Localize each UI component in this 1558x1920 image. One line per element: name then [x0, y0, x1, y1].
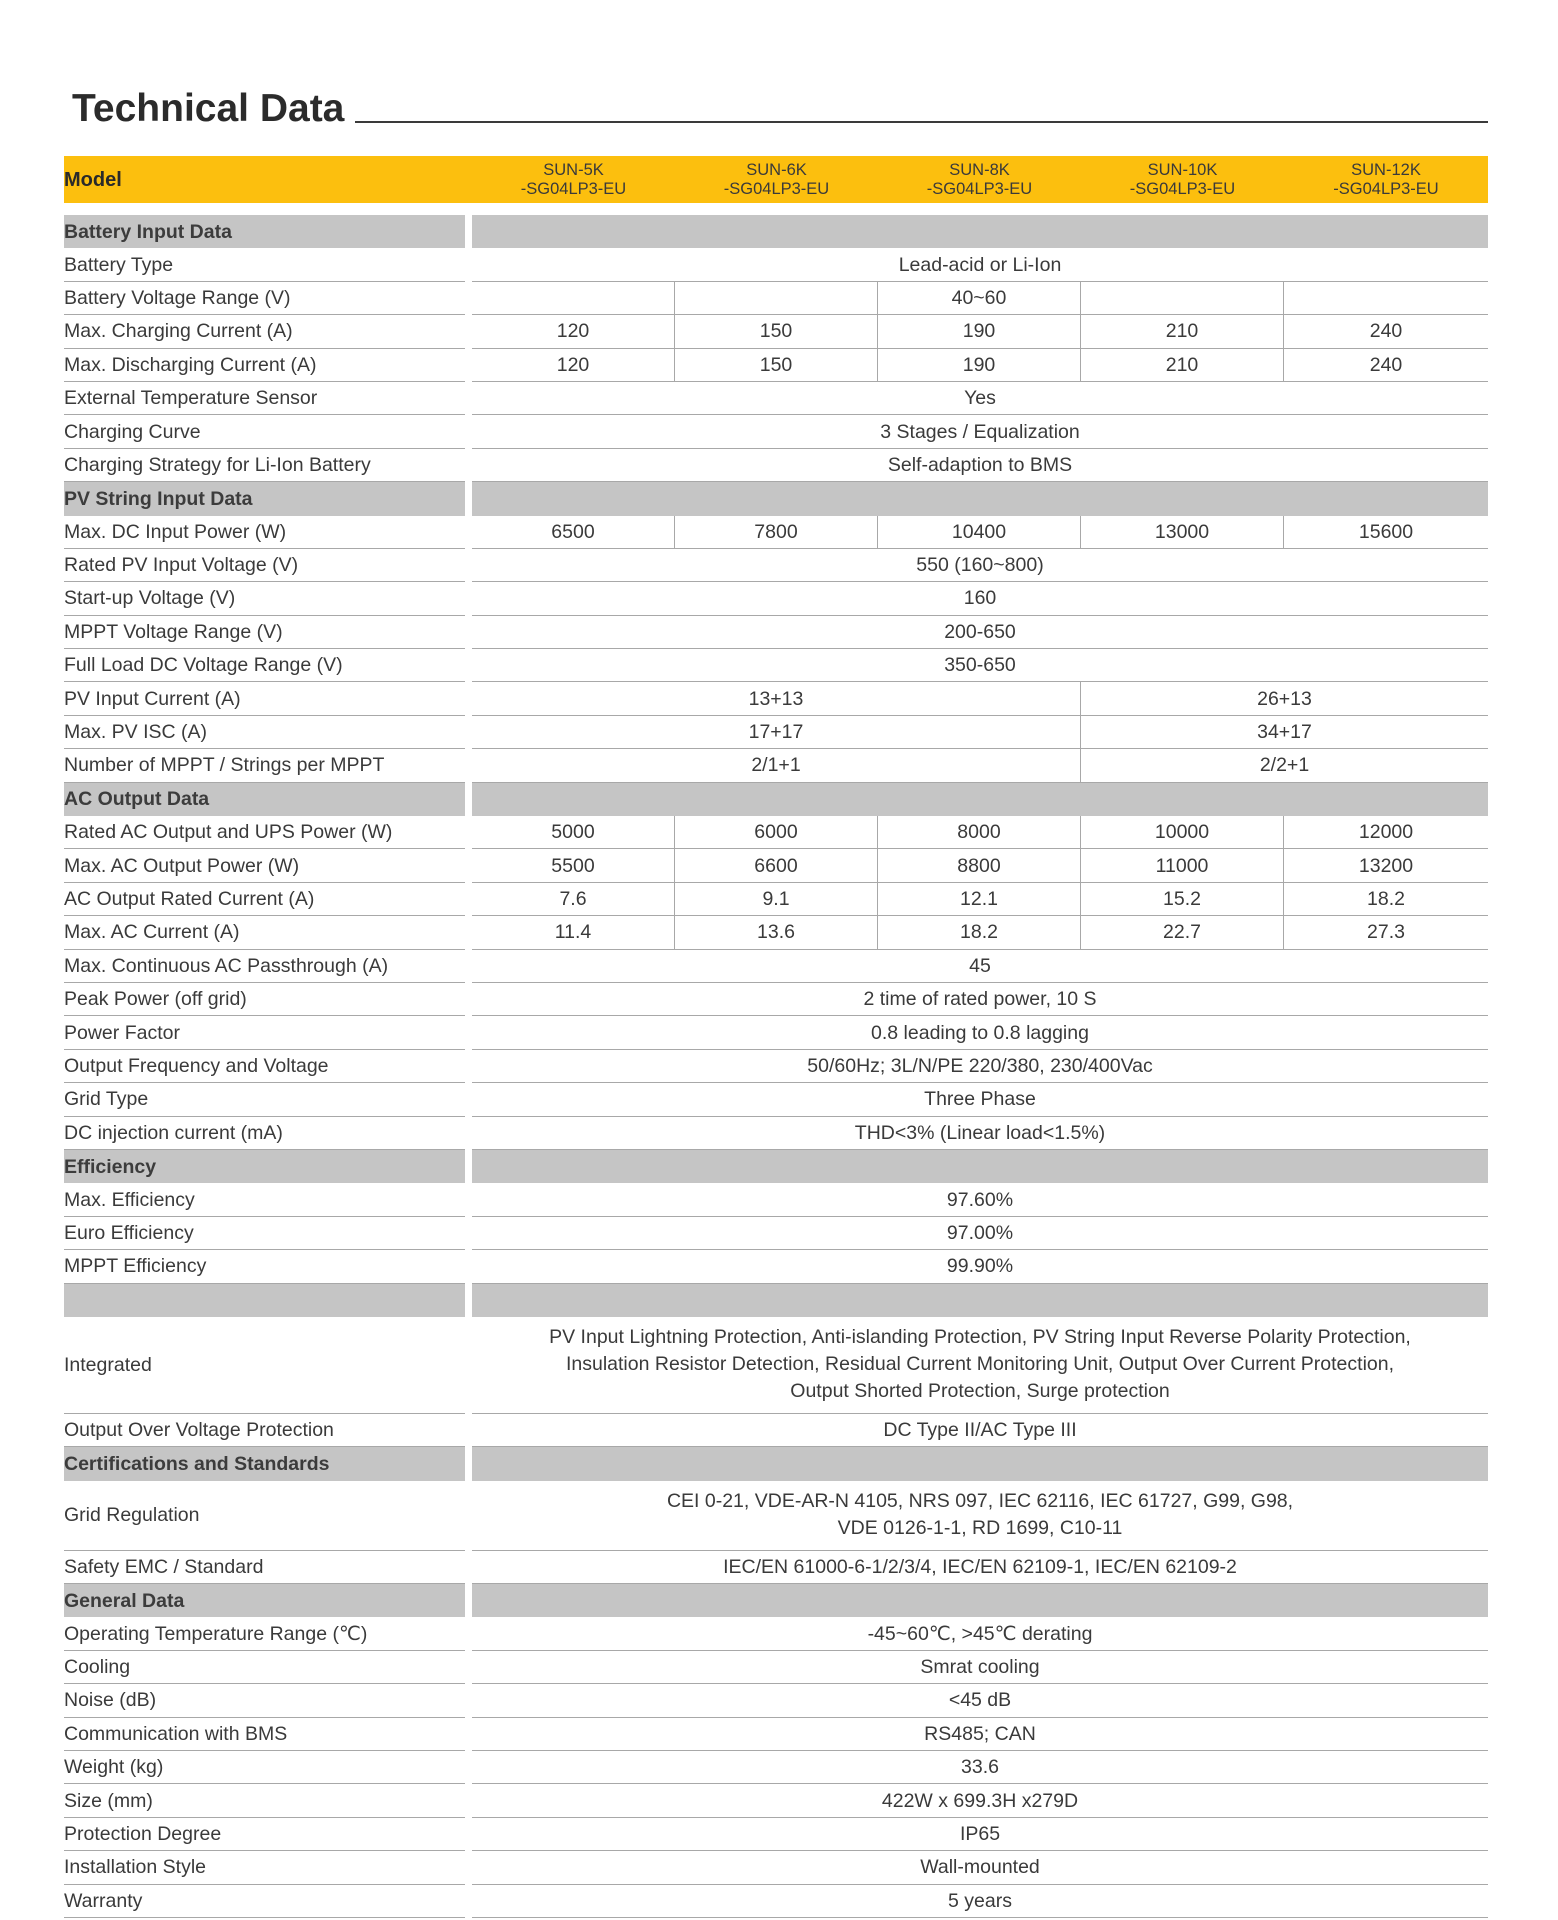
row-value: 210: [1081, 315, 1284, 348]
table-row: [64, 616, 1488, 649]
row-value: 5000: [472, 816, 675, 849]
column-gap: [465, 816, 472, 849]
row-label: Size (mm): [64, 1784, 465, 1817]
row-value: 11000: [1081, 849, 1284, 882]
row-value: IP65: [472, 1818, 1488, 1851]
row-label: Max. AC Output Power (W): [64, 849, 465, 882]
row-label: Max. Discharging Current (A): [64, 349, 465, 382]
table-row: [64, 1617, 1488, 1650]
section-header: [64, 482, 1488, 515]
row-value: [472, 1317, 1488, 1414]
column-gap: [465, 382, 472, 415]
row-value: 210: [1081, 349, 1284, 382]
column-gap: [465, 749, 472, 782]
column-gap: [465, 1284, 472, 1317]
column-gap: [465, 616, 472, 649]
column-gap: [465, 1150, 472, 1183]
row-value: 200-650: [472, 616, 1488, 649]
row-label: AC Output Rated Current (A): [64, 883, 465, 916]
column-gap: [465, 783, 472, 816]
model-name-line1: SUN-12K: [1351, 160, 1421, 179]
section-bar: [472, 482, 1488, 515]
table-row: [64, 749, 1488, 782]
model-name: [878, 156, 1081, 203]
column-gap: [465, 549, 472, 582]
row-label: Max. Efficiency: [64, 1183, 465, 1216]
row-label: Max. DC Input Power (W): [64, 516, 465, 549]
column-gap: [465, 1617, 472, 1650]
row-value: 12.1: [878, 883, 1081, 916]
row-value: 34+17: [1081, 716, 1488, 749]
table-row: [64, 1784, 1488, 1817]
row-label: Charging Strategy for Li-Ion Battery: [64, 449, 465, 482]
column-gap: [465, 1885, 472, 1918]
table-row: [64, 1217, 1488, 1250]
row-label: Communication with BMS: [64, 1718, 465, 1751]
row-label: Operating Temperature Range (℃): [64, 1617, 465, 1650]
row-value: 2/1+1: [472, 749, 1081, 782]
table-row: [64, 1414, 1488, 1447]
table-row: [64, 449, 1488, 482]
row-value: Lead-acid or Li-Ion: [472, 248, 1488, 281]
table-row: [64, 415, 1488, 448]
row-label: Integrated: [64, 1317, 465, 1414]
column-gap: [465, 156, 472, 203]
row-label: Charging Curve: [64, 415, 465, 448]
column-gap: [465, 1584, 472, 1617]
section-header: [64, 1150, 1488, 1183]
table-row: [64, 1885, 1488, 1918]
row-value: 9.1: [675, 883, 878, 916]
table-row: [64, 516, 1488, 549]
section-title: General Data: [64, 1584, 465, 1617]
row-value: RS485; CAN: [472, 1718, 1488, 1751]
row-value: 12000: [1284, 816, 1488, 849]
value-line: CEI 0-21, VDE-AR-N 4105, NRS 097, IEC 62116, IEC 61727, G99, G98,: [666, 1490, 1294, 1513]
row-value: 5 years: [472, 1885, 1488, 1918]
title-rule: [355, 121, 1488, 123]
row-value: 7.6: [472, 883, 675, 916]
model-name-line1: SUN-6K: [746, 160, 807, 179]
row-label: Output Frequency and Voltage: [64, 1050, 465, 1083]
model-name-line1: SUN-10K: [1147, 160, 1218, 179]
column-gap: [465, 1851, 472, 1884]
table-row: [64, 1818, 1488, 1851]
column-gap: [465, 1651, 472, 1684]
row-value: 350-650: [472, 649, 1488, 682]
section-bar: [472, 1447, 1488, 1480]
table-row: [64, 1751, 1488, 1784]
section-title: Battery Input Data: [64, 215, 465, 248]
row-value: 6600: [675, 849, 878, 882]
table-row: [64, 950, 1488, 983]
row-value: 150: [675, 315, 878, 348]
section-header: [64, 783, 1488, 816]
column-gap: [465, 449, 472, 482]
row-label: MPPT Voltage Range (V): [64, 616, 465, 649]
column-gap: [465, 1684, 472, 1717]
row-value: 5500: [472, 849, 675, 882]
row-value: 6000: [675, 816, 878, 849]
section-header: [64, 1584, 1488, 1617]
row-value: [472, 282, 675, 315]
row-value: IEC/EN 61000-6-1/2/3/4, IEC/EN 62109-1, IEC/EN 62109-2: [472, 1551, 1488, 1584]
row-value: 45: [472, 950, 1488, 983]
row-label: Noise (dB): [64, 1684, 465, 1717]
row-value: 26+13: [1081, 682, 1488, 715]
section-bar: [472, 1584, 1488, 1617]
column-gap: [465, 916, 472, 949]
model-name-line2: -SG04LP3-EU: [520, 179, 627, 198]
section-header: [64, 1284, 1488, 1317]
row-label: Installation Style: [64, 1851, 465, 1884]
row-label: Battery Voltage Range (V): [64, 282, 465, 315]
row-value: DC Type II/AC Type III: [472, 1414, 1488, 1447]
row-label: MPPT Efficiency: [64, 1250, 465, 1283]
row-value: 2 time of rated power, 10 S: [472, 983, 1488, 1016]
row-value: 190: [878, 315, 1081, 348]
column-gap: [465, 516, 472, 549]
model-header-row: [64, 156, 1488, 203]
section-title: Certifications and Standards: [64, 1447, 465, 1480]
technical-data-table: [64, 156, 1488, 1918]
row-value: 99.90%: [472, 1250, 1488, 1283]
row-value: 50/60Hz; 3L/N/PE 220/380, 230/400Vac: [472, 1050, 1488, 1083]
row-value: <45 dB: [472, 1684, 1488, 1717]
value-line: Insulation Resistor Detection, Residual Current Monitoring Unit, Output Over Current Protection,: [565, 1353, 1395, 1376]
table-row: [64, 248, 1488, 281]
row-value: 18.2: [1284, 883, 1488, 916]
column-gap: [465, 282, 472, 315]
column-gap: [465, 1117, 472, 1150]
row-label: Euro Efficiency: [64, 1217, 465, 1250]
row-value: Three Phase: [472, 1083, 1488, 1116]
column-gap: [465, 1016, 472, 1049]
row-value: 190: [878, 349, 1081, 382]
row-value: 10400: [878, 516, 1081, 549]
row-label: External Temperature Sensor: [64, 382, 465, 415]
column-gap: [465, 1481, 472, 1551]
column-gap: [465, 582, 472, 615]
column-gap: [465, 1784, 472, 1817]
table-row: [64, 1050, 1488, 1083]
row-value: 240: [1284, 315, 1488, 348]
value-line: PV Input Lightning Protection, Anti-islanding Protection, PV String Input Reverse Polarity Protection,: [549, 1326, 1411, 1349]
row-label: Cooling: [64, 1651, 465, 1684]
column-gap: [465, 1414, 472, 1447]
table-row: [64, 582, 1488, 615]
section-bar: [472, 215, 1488, 248]
row-value: 33.6: [472, 1751, 1488, 1784]
column-gap: [465, 1751, 472, 1784]
row-value: 10000: [1081, 816, 1284, 849]
section-header: [64, 1447, 1488, 1480]
table-row: [64, 649, 1488, 682]
row-value: [1081, 282, 1284, 315]
row-value: 15600: [1284, 516, 1488, 549]
row-value: 0.8 leading to 0.8 lagging: [472, 1016, 1488, 1049]
model-name: [1081, 156, 1284, 203]
column-gap: [465, 1217, 472, 1250]
row-value: 120: [472, 349, 675, 382]
row-value: THD<3% (Linear load<1.5%): [472, 1117, 1488, 1150]
table-row: [64, 816, 1488, 849]
section-bar: [472, 783, 1488, 816]
section-header: [64, 215, 1488, 248]
table-row: [64, 883, 1488, 916]
row-value: Yes: [472, 382, 1488, 415]
column-gap: [465, 349, 472, 382]
row-value: 6500: [472, 516, 675, 549]
row-label: Max. AC Current (A): [64, 916, 465, 949]
row-label: Full Load DC Voltage Range (V): [64, 649, 465, 682]
model-name: [675, 156, 878, 203]
row-label: Peak Power (off grid): [64, 983, 465, 1016]
column-gap: [465, 215, 472, 248]
row-label: Number of MPPT / Strings per MPPT: [64, 749, 465, 782]
row-label: Rated AC Output and UPS Power (W): [64, 816, 465, 849]
column-gap: [465, 1317, 472, 1414]
table-row: [64, 1851, 1488, 1884]
row-label: Start-up Voltage (V): [64, 582, 465, 615]
row-value: 40~60: [878, 282, 1081, 315]
table-row: [64, 916, 1488, 949]
column-gap: [465, 1050, 472, 1083]
model-name-line2: -SG04LP3-EU: [926, 179, 1033, 198]
model-name-line2: -SG04LP3-EU: [723, 179, 830, 198]
row-label: Grid Regulation: [64, 1481, 465, 1551]
row-value: 17+17: [472, 716, 1081, 749]
row-value: Self-adaption to BMS: [472, 449, 1488, 482]
column-gap: [465, 1551, 472, 1584]
row-value: 160: [472, 582, 1488, 615]
table-row: [64, 315, 1488, 348]
row-label: Power Factor: [64, 1016, 465, 1049]
row-value: 97.60%: [472, 1183, 1488, 1216]
column-gap: [465, 1083, 472, 1116]
row-label: DC injection current (mA): [64, 1117, 465, 1150]
row-value: 240: [1284, 349, 1488, 382]
table-row: [64, 282, 1488, 315]
row-value: 22.7: [1081, 916, 1284, 949]
table-row: [64, 1718, 1488, 1751]
column-gap: [465, 415, 472, 448]
row-value: 550 (160~800): [472, 549, 1488, 582]
row-value: 13.6: [675, 916, 878, 949]
model-label: Model: [64, 156, 465, 203]
header-spacer: [64, 203, 1488, 215]
table-row: [64, 1551, 1488, 1584]
column-gap: [465, 649, 472, 682]
table-row: [64, 349, 1488, 382]
row-value: 15.2: [1081, 883, 1284, 916]
column-gap: [465, 482, 472, 515]
row-value: [472, 1481, 1488, 1551]
row-value: 7800: [675, 516, 878, 549]
table-row: [64, 849, 1488, 882]
section-bar: [472, 1284, 1488, 1317]
row-label: PV Input Current (A): [64, 682, 465, 715]
spacer-cell: [64, 203, 1488, 215]
table-row: [64, 983, 1488, 1016]
model-name-line2: -SG04LP3-EU: [1129, 179, 1236, 198]
row-value: 13+13: [472, 682, 1081, 715]
model-name: [1284, 156, 1488, 203]
row-value: 8800: [878, 849, 1081, 882]
row-label: Protection Degree: [64, 1818, 465, 1851]
row-value: 11.4: [472, 916, 675, 949]
row-label: Max. Charging Current (A): [64, 315, 465, 348]
table-row: [64, 1083, 1488, 1116]
column-gap: [465, 849, 472, 882]
row-label: Battery Type: [64, 248, 465, 281]
table-row: [64, 1317, 1488, 1414]
table-row: [64, 1684, 1488, 1717]
column-gap: [465, 1718, 472, 1751]
row-label: Grid Type: [64, 1083, 465, 1116]
page-header: [72, 86, 1488, 132]
value-line: VDE 0126-1-1, RD 1699, C10-11: [837, 1517, 1123, 1540]
model-name-line1: SUN-8K: [949, 160, 1010, 179]
table-row: [64, 1250, 1488, 1283]
column-gap: [465, 682, 472, 715]
table-row: [64, 682, 1488, 715]
page-title: Technical Data: [72, 87, 345, 130]
column-gap: [465, 983, 472, 1016]
table-row: [64, 1651, 1488, 1684]
row-value: Smrat cooling: [472, 1651, 1488, 1684]
row-value: 27.3: [1284, 916, 1488, 949]
row-label: Max. Continuous AC Passthrough (A): [64, 950, 465, 983]
section-title: PV String Input Data: [64, 482, 465, 515]
row-value: [1284, 282, 1488, 315]
column-gap: [465, 315, 472, 348]
column-gap: [465, 1818, 472, 1851]
row-label: Output Over Voltage Protection: [64, 1414, 465, 1447]
row-value: 3 Stages / Equalization: [472, 415, 1488, 448]
column-gap: [465, 716, 472, 749]
column-gap: [465, 950, 472, 983]
column-gap: [465, 248, 472, 281]
row-value: 150: [675, 349, 878, 382]
table-row: [64, 1481, 1488, 1551]
row-value: 2/2+1: [1081, 749, 1488, 782]
table-row: [64, 549, 1488, 582]
row-value: [675, 282, 878, 315]
row-value: 8000: [878, 816, 1081, 849]
column-gap: [465, 1447, 472, 1480]
section-bar: [472, 1150, 1488, 1183]
table-row: [64, 1183, 1488, 1216]
model-name-line2: -SG04LP3-EU: [1333, 179, 1439, 198]
row-label: Warranty: [64, 1885, 465, 1918]
row-value: 13000: [1081, 516, 1284, 549]
row-value: 18.2: [878, 916, 1081, 949]
row-value: 422W x 699.3H x279D: [472, 1784, 1488, 1817]
column-gap: [465, 883, 472, 916]
row-value: 97.00%: [472, 1217, 1488, 1250]
row-label: Weight (kg): [64, 1751, 465, 1784]
table-body: [64, 156, 1488, 1918]
row-label: Safety EMC / Standard: [64, 1551, 465, 1584]
column-gap: [465, 1183, 472, 1216]
section-title: [64, 1284, 465, 1317]
table-row: [64, 382, 1488, 415]
section-title: Efficiency: [64, 1150, 465, 1183]
row-value: 120: [472, 315, 675, 348]
table-row: [64, 716, 1488, 749]
row-value: Wall-mounted: [472, 1851, 1488, 1884]
value-line: Output Shorted Protection, Surge protection: [790, 1380, 1170, 1403]
table-row: [64, 1117, 1488, 1150]
row-value: 13200: [1284, 849, 1488, 882]
model-name: [472, 156, 675, 203]
section-title: AC Output Data: [64, 783, 465, 816]
table-row: [64, 1016, 1488, 1049]
row-label: Rated PV Input Voltage (V): [64, 549, 465, 582]
row-value: -45~60℃, >45℃ derating: [472, 1617, 1488, 1650]
column-gap: [465, 1250, 472, 1283]
row-label: Max. PV ISC (A): [64, 716, 465, 749]
model-name-line1: SUN-5K: [543, 160, 604, 179]
